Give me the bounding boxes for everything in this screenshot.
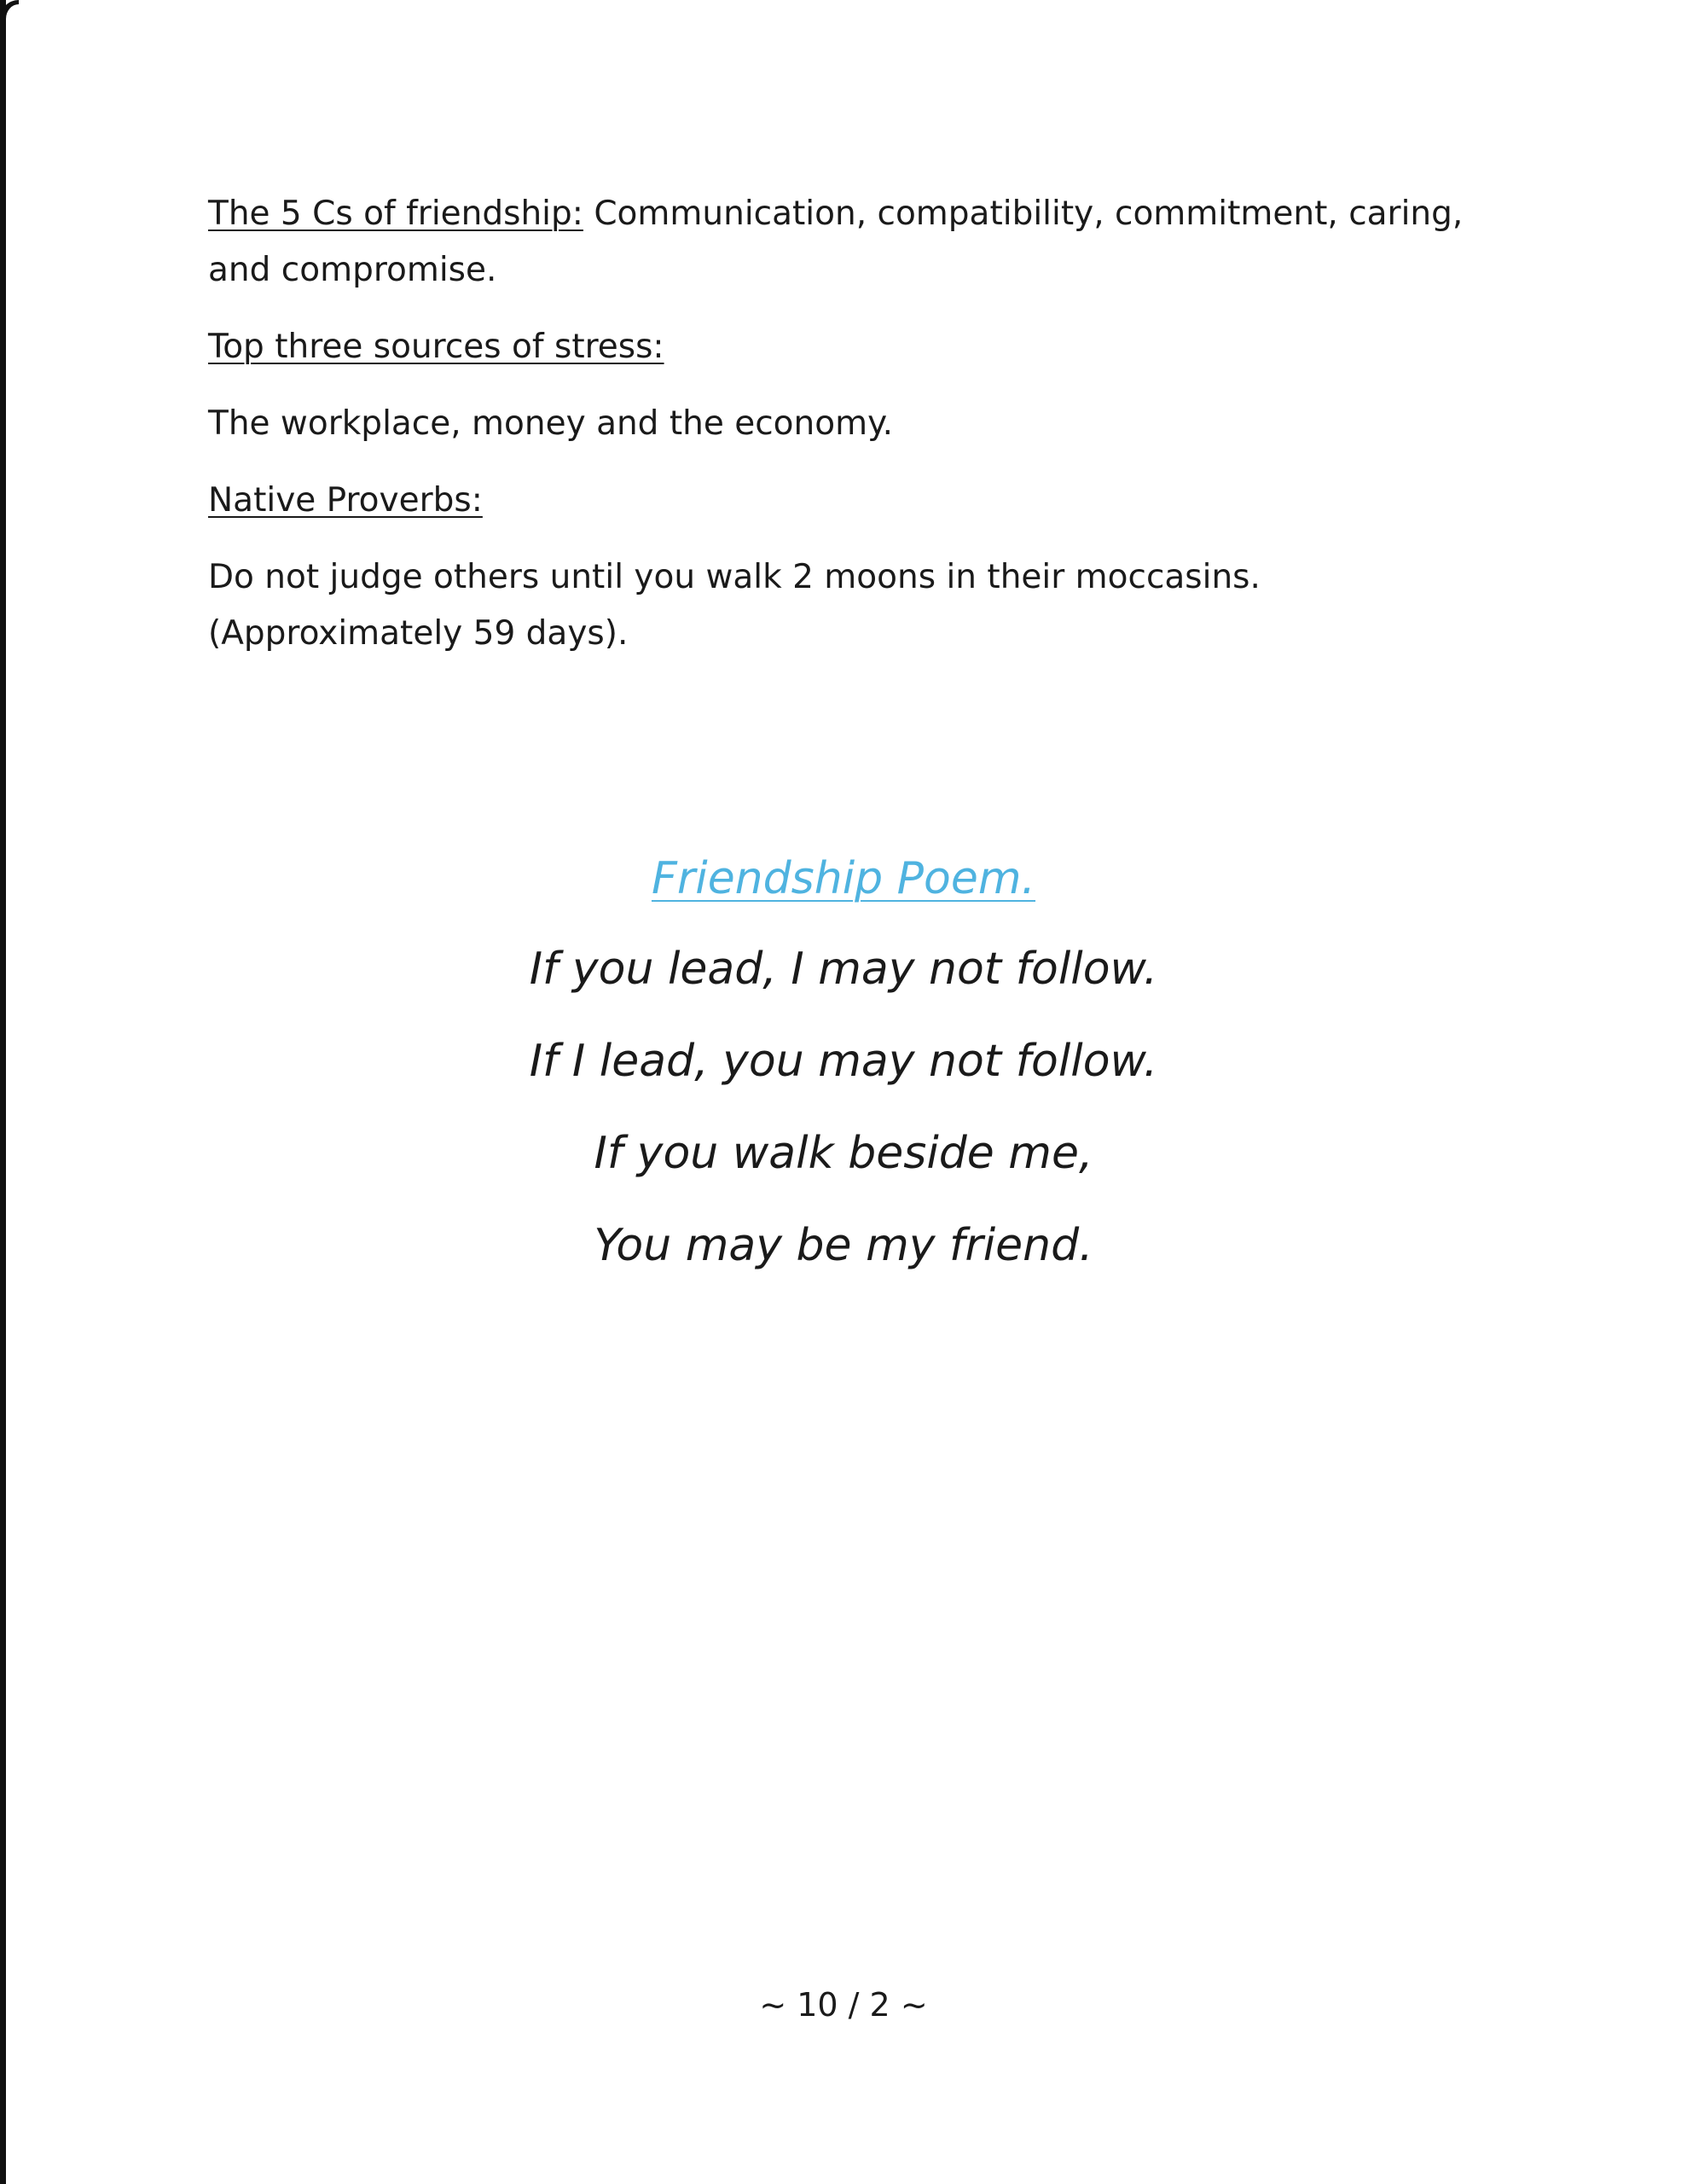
stress-heading: Top three sources of stress: bbox=[208, 328, 664, 366]
poem-line-1: If you lead, I may not follow. bbox=[529, 944, 1158, 995]
friendship-poem bbox=[0, 845, 1687, 1304]
proverbs-heading: Native Proverbs: bbox=[208, 481, 483, 520]
poem-title: Friendship Poem. bbox=[651, 853, 1036, 904]
page-number: ~ 10 / 2 ~ bbox=[759, 1986, 928, 2024]
poem-line-3: If you walk beside me, bbox=[594, 1128, 1093, 1179]
poem-line-2: If I lead, you may not follow. bbox=[529, 1036, 1158, 1087]
friendship-paragraph bbox=[208, 186, 1487, 299]
friendship-text: Communication, compatibility, commitment, caring, and compromise. bbox=[208, 195, 1464, 289]
poem-line-4: You may be my friend. bbox=[594, 1220, 1093, 1271]
friendship-heading: The 5 Cs of friendship: bbox=[208, 195, 583, 233]
stress-heading-paragraph bbox=[208, 319, 1487, 375]
proverbs-heading-paragraph bbox=[208, 473, 1487, 529]
document-body bbox=[208, 186, 1487, 662]
proverbs-line-1: Do not judge others until you walk 2 moons in their moccasins. bbox=[208, 558, 1261, 596]
proverbs-line-2: (Approximately 59 days). bbox=[208, 614, 629, 653]
proverbs-paragraph bbox=[208, 549, 1487, 662]
stress-text: The workplace, money and the economy. bbox=[208, 404, 894, 443]
